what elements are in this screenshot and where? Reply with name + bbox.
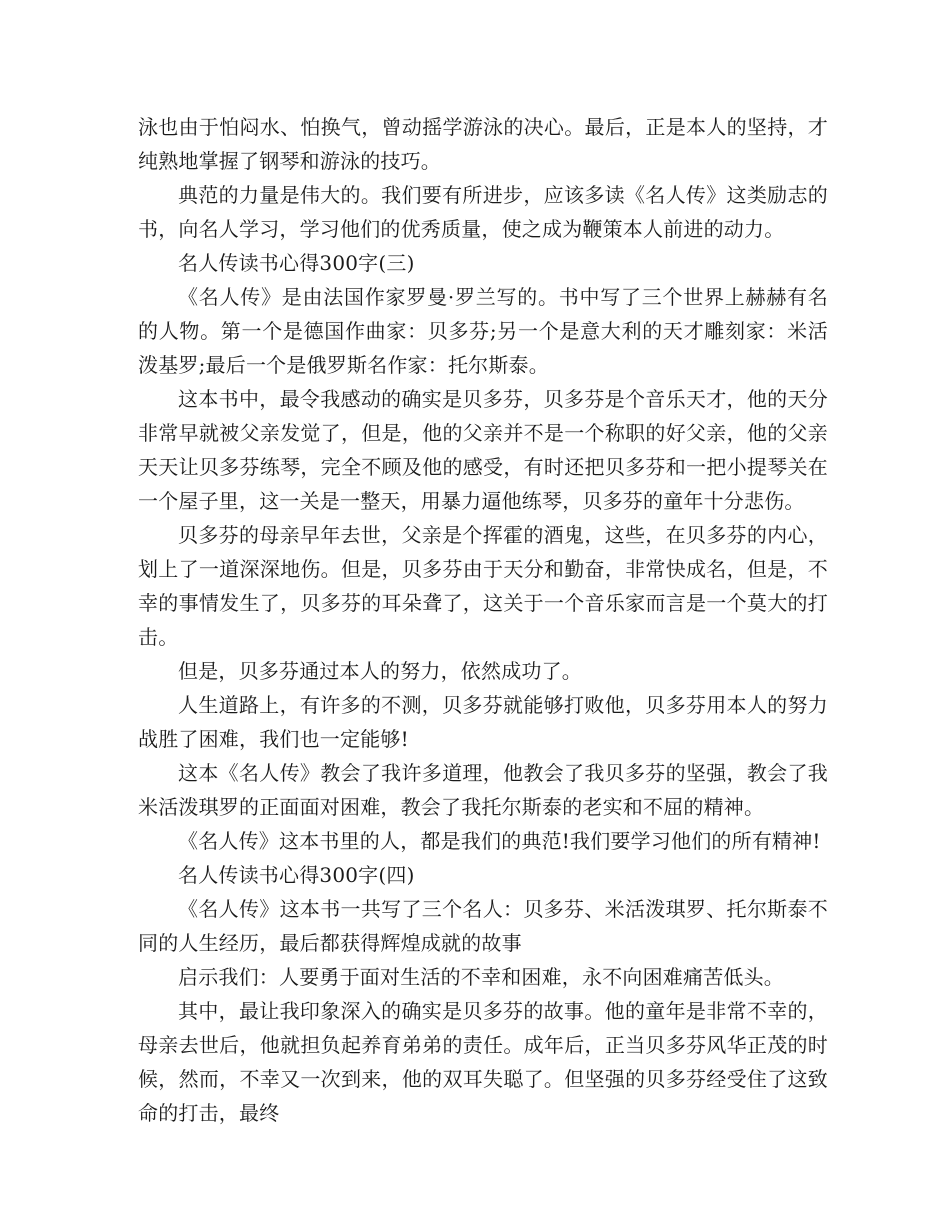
paragraph: 这本书中，最令我感动的确实是贝多芬，贝多芬是个音乐天才，他的天分非常早就被父亲发觉了，但是，他的父亲并不是一个称职的好父亲，他的父亲天天让贝多芬练琴，完全不顾及他的感受，有时还把贝多芬和一把小提琴关在一个屋子里，这一关是一整天，用暴力逼他练琴，贝多芬的童年十分悲伤。 — [138, 387, 828, 513]
section-heading: 名人传读书心得300字(三) — [178, 251, 415, 275]
paragraph: 贝多芬的母亲早年去世，父亲是个挥霍的酒鬼，这些，在贝多芬的内心，划上了一道深深地伤。但是，贝多芬由于天分和勤奋，非常快成名，但是，不幸的事情发生了，贝多芬的耳朵聋了，这关于一个音乐家而言是一个莫大的打击。 — [138, 523, 828, 649]
paragraph: 人生道路上，有许多的不测，贝多芬就能够打败他，贝多芬用本人的努力战胜了困难，我们也一定能够! — [138, 693, 828, 751]
paragraph: 《名人传》这本书里的人，都是我们的典范!我们要学习他们的所有精神! — [178, 829, 821, 853]
section-heading: 名人传读书心得300字(四) — [178, 863, 415, 887]
paragraph: 其中，最让我印象深入的确实是贝多芬的故事。他的童年是非常不幸的，母亲去世后，他就担负起养育弟弟的责任。成年后，正当贝多芬风华正茂的时候，然而，不幸又一次到来，他的双耳失聪了。但坚强的贝多芬经受住了这致命的打击，最终 — [138, 999, 828, 1125]
paragraph: 这本《名人传》教会了我许多道理，他教会了我贝多芬的坚强，教会了我米活泼琪罗的正面面对困难，教会了我托尔斯泰的老实和不屈的精神。 — [138, 761, 828, 819]
document-body — [138, 110, 828, 1130]
paragraph: 泳也由于怕闷水、怕换气，曾动摇学游泳的决心。最后，正是本人的坚持，才纯熟地掌握了钢琴和游泳的技巧。 — [138, 115, 828, 173]
paragraph: 《名人传》这本书一共写了三个名人：贝多芬、米活泼琪罗、托尔斯泰不同的人生经历，最后都获得辉煌成就的故事 — [138, 897, 828, 955]
paragraph: 《名人传》是由法国作家罗曼·罗兰写的。书中写了三个世界上赫赫有名的人物。第一个是德国作曲家：贝多芬;另一个是意大利的天才雕刻家：米活泼基罗;最后一个是俄罗斯名作家：托尔斯泰。 — [138, 285, 828, 377]
paragraph: 典范的力量是伟大的。我们要有所进步，应该多读《名人传》这类励志的书，向名人学习，学习他们的优秀质量，使之成为鞭策本人前进的动力。 — [138, 183, 828, 241]
paragraph: 启示我们：人要勇于面对生活的不幸和困难，永不向困难痛苦低头。 — [178, 965, 784, 989]
paragraph: 但是，贝多芬通过本人的努力，依然成功了。 — [178, 659, 582, 683]
